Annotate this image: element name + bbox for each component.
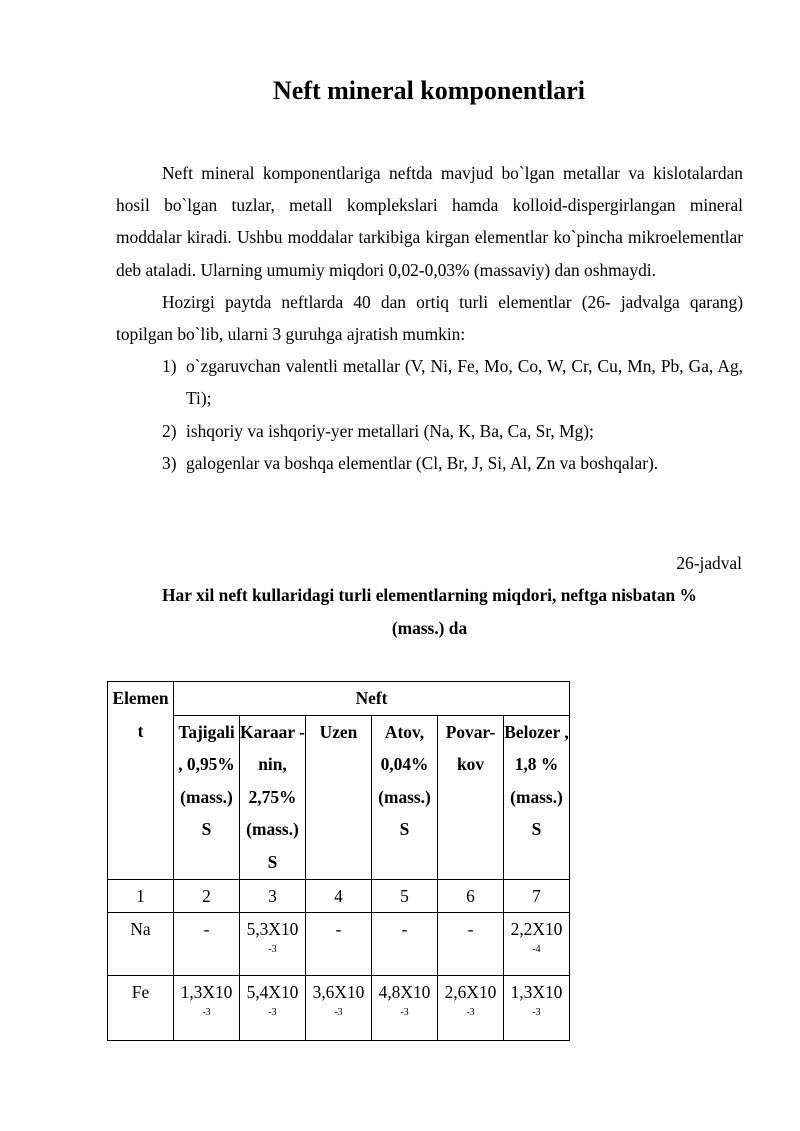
table-cell: 5,3X10 -3 [240,913,306,976]
list-number: 3) [162,452,177,473]
table-cell: 2,6X10 -3 [438,976,504,1041]
table-cell: 5 [372,879,438,913]
table-cell: 7 [504,879,570,913]
list-text: ishqoriy va ishqoriy-yer metallari (Na, K, Ba, Ca, Sr, Mg); [186,420,594,441]
table-cell: 3,6X10 -3 [306,976,372,1041]
table-cell: - [438,913,504,976]
table-cell: 2,2X10 -4 [504,913,570,976]
table-cell: 4,8X10 -3 [372,976,438,1041]
table-cell: - [372,913,438,976]
table-cell: - [306,913,372,976]
list-item [162,447,743,479]
body-text [116,157,743,479]
table-header-column: Atov, 0,04% (mass.) S [372,715,438,879]
element-groups-list [116,350,743,479]
table-cell: 1,3X10 -3 [504,976,570,1041]
table-cell: 2 [174,879,240,913]
table-row [108,913,570,976]
table-header-column: Uzen [306,715,372,879]
paragraph-intro: Neft mineral komponentlariga neftda mavjud bo`lgan metallar va kislotalardan hosil bo`lgan tuzlar, metall komplekslari hamda kolloid-dispergirlangan mineral moddalar kiradi. Ushbu moddalar tarkibiga kirgan elementlar ko`pincha mikroelementlar deb ataladi. Ularning umumiy miqdori 0,02-0,03% (massaviy) dan oshmaydi. [116,163,743,280]
table-cell: 3 [240,879,306,913]
list-number: 2) [162,420,177,441]
table-row-index [108,879,570,913]
list-text: galogenlar va boshqa elementlar (Cl, Br, J, Si, Al, Zn va boshqalar). [186,452,659,473]
list-item [162,415,743,447]
table-cell: 1 [108,879,174,913]
list-item [162,350,743,414]
list-text: o`zgaruvchan valentli metallar (V, Ni, Fe, Mo, Co, W, Cr, Cu, Mn, Pb, Ga, Ag, Ti); [186,356,743,409]
table-header-column: Karaar -nin, 2,75% (mass.) S [240,715,306,879]
paragraph-groups: Hozirgi paytda neftlarda 40 dan ortiq turli elementlar (26- jadvalga qarang) topilgan bo`lib, ularni 3 guruhga ajratish mumkin: [116,291,743,345]
table-row [108,976,570,1041]
table-caption [116,579,743,644]
table-cell: - [174,913,240,976]
table-header-column: Belozer , 1,8 % (mass.) S [504,715,570,879]
table-cell: 1,3X10 -3 [174,976,240,1041]
table-header-column: Povar- kov [438,715,504,879]
table-cell-element: Na [108,913,174,976]
list-number: 1) [162,356,177,377]
table-cell-element: Fe [108,976,174,1041]
table-caption-line-1: Har xil neft kullaridagi turli elementlarning miqdori, neftga nisbatan % [162,585,697,605]
table-header-element: Elemen t [108,682,174,880]
table-cell: 6 [438,879,504,913]
table-caption-line-2: (mass.) da [391,617,468,638]
table-cell: 5,4X10 -3 [240,976,306,1041]
table-number: 26-jadval [676,553,742,573]
elements-table [107,681,570,1041]
table-cell: 4 [306,879,372,913]
table-header-neft: Neft [174,682,570,716]
page-title: Neft mineral komponentlari [273,76,585,105]
table-header-column: Tajigali , 0,95% (mass.) S [174,715,240,879]
